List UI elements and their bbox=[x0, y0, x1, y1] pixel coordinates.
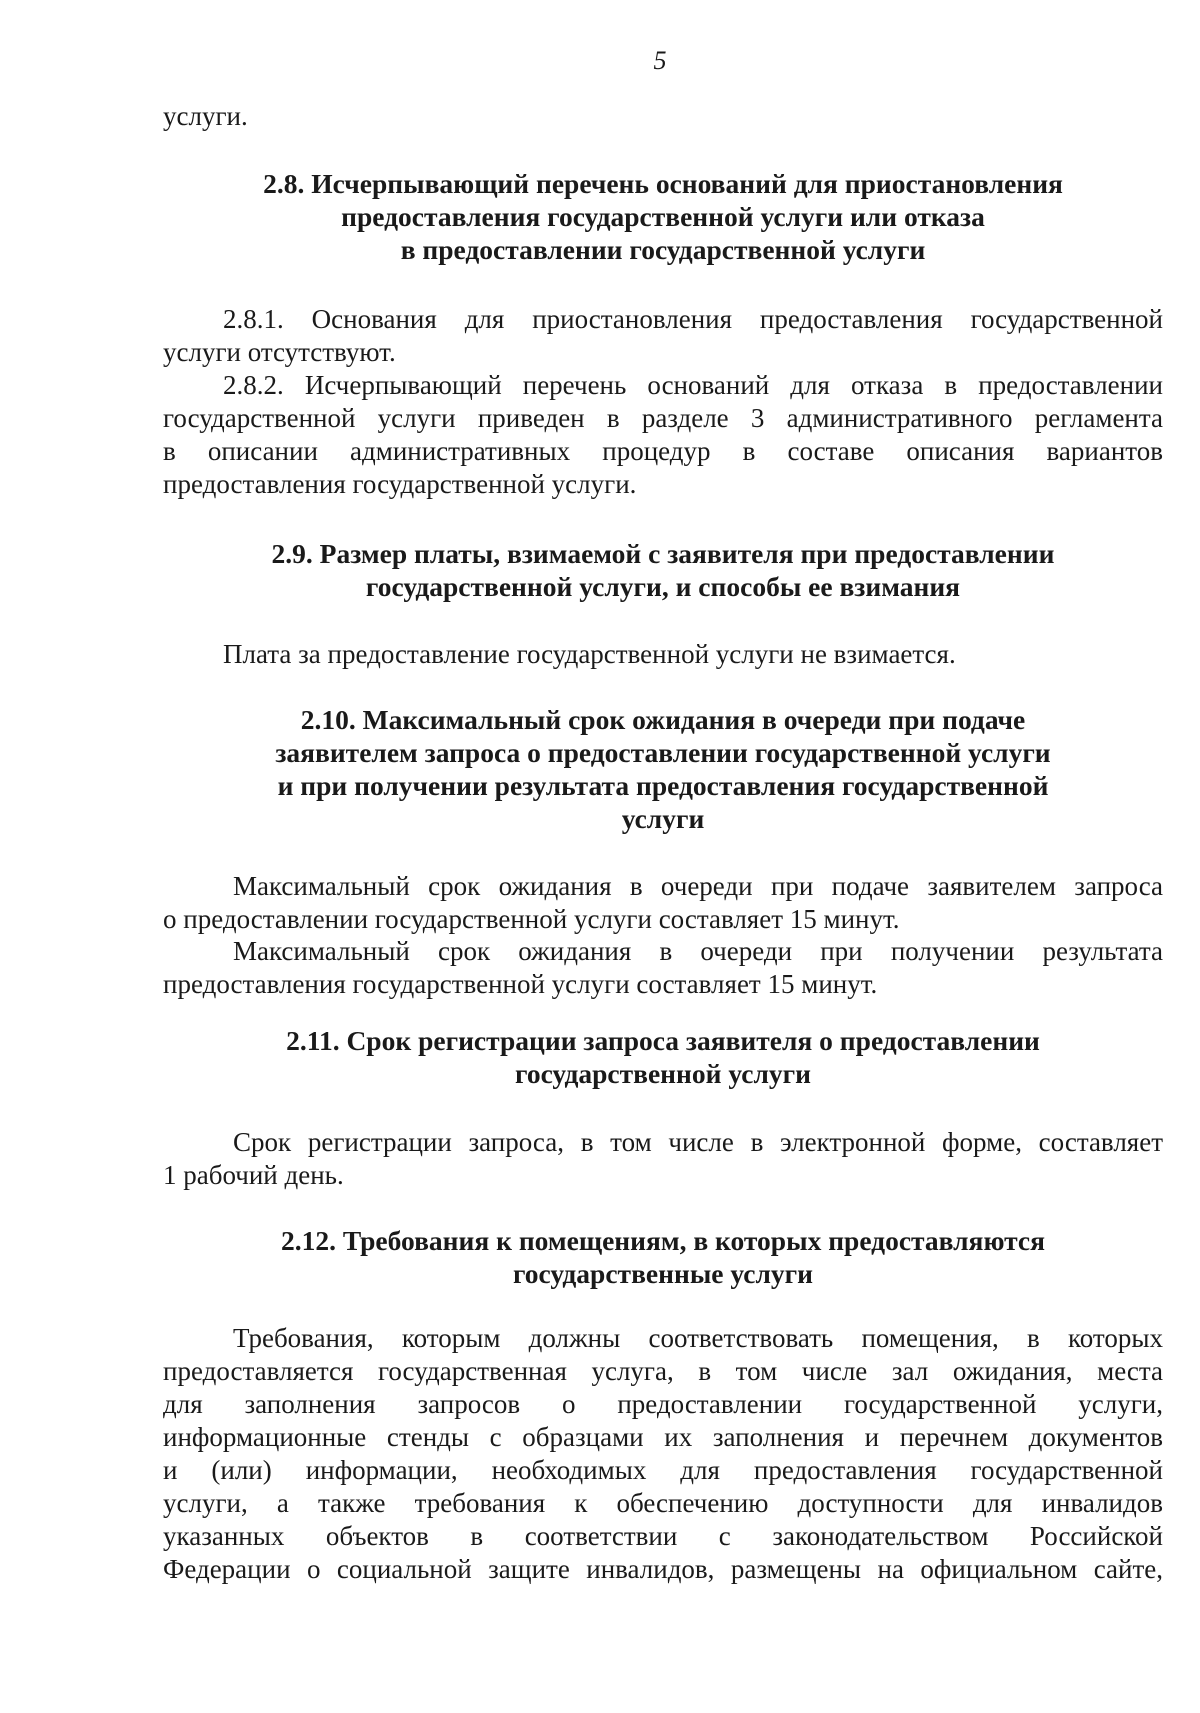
paragraph-line: о предоставлении государственной услуги составляет 15 минут. bbox=[163, 904, 900, 934]
paragraph-line: Плата за предоставление государственной услуги не взимается. bbox=[223, 639, 956, 669]
paragraph-line: и (или) информации, необходимых для предоставления государственной bbox=[163, 1455, 1163, 1485]
paragraph-line: информационные стенды с образцами их заполнения и перечнем документов bbox=[163, 1422, 1163, 1452]
heading-line: 2.11. Срок регистрации запроса заявителя о предоставлении bbox=[286, 1025, 1040, 1056]
paragraph-2-8-1 bbox=[163, 303, 1163, 369]
heading-line: 2.9. Размер платы, взимаемой с заявителя при предоставлении bbox=[271, 538, 1055, 569]
section-heading-2-12 bbox=[163, 1224, 1163, 1290]
page-number: 5 bbox=[653, 46, 667, 75]
paragraph-line: Срок регистрации запроса, в том числе в электронной форме, составляет bbox=[233, 1127, 1163, 1157]
heading-line: и при получении результата предоставления государственной bbox=[277, 770, 1049, 801]
paragraph-line: предоставляется государственная услуга, в том числе зал ожидания, места bbox=[163, 1356, 1163, 1386]
paragraph-line: Максимальный срок ожидания в очереди при получении результата bbox=[233, 936, 1163, 966]
heading-line: государственной услуги bbox=[515, 1058, 811, 1089]
heading-line: 2.8. Исчерпывающий перечень оснований для приостановления bbox=[263, 168, 1063, 199]
paragraph-line: предоставления государственной услуги составляет 15 минут. bbox=[163, 969, 878, 999]
carry-over-text: услуги. bbox=[163, 101, 248, 131]
paragraph-2-8-2 bbox=[163, 369, 1163, 501]
heading-line: заявителем запроса о предоставлении государственной услуги bbox=[275, 737, 1051, 768]
paragraph-line: Максимальный срок ожидания в очереди при подаче заявителем запроса bbox=[233, 871, 1163, 901]
section-heading-2-11 bbox=[163, 1024, 1163, 1090]
paragraph-2-10-2 bbox=[163, 935, 1163, 1001]
paragraph-line: 2.8.2. Исчерпывающий перечень оснований для отказа в предоставлении bbox=[223, 370, 1163, 400]
paragraph-line: предоставления государственной услуги. bbox=[163, 469, 637, 499]
heading-line: государственной услуги, и способы ее взимания bbox=[365, 571, 961, 602]
paragraph-2-9 bbox=[163, 638, 1163, 671]
paragraph-line: для заполнения запросов о предоставлении государственной услуги, bbox=[163, 1389, 1163, 1419]
heading-line: 2.10. Максимальный срок ожидания в очереди при подаче bbox=[300, 704, 1026, 735]
paragraph-2-10-1 bbox=[163, 870, 1163, 936]
paragraph-line: Требования, которым должны соответствовать помещения, в которых bbox=[233, 1323, 1163, 1353]
section-heading-2-10 bbox=[163, 703, 1163, 835]
paragraph-line: в описании административных процедур в составе описания вариантов bbox=[163, 436, 1163, 466]
heading-line: 2.12. Требования к помещениям, в которых предоставляются bbox=[280, 1225, 1046, 1256]
paragraph-line: государственной услуги приведен в разделе 3 административного регламента bbox=[163, 403, 1163, 433]
heading-line: услуги bbox=[621, 803, 705, 834]
paragraph-line: услуги, а также требования к обеспечению доступности для инвалидов bbox=[163, 1488, 1163, 1518]
paragraph-line: 2.8.1. Основания для приостановления предоставления государственной bbox=[223, 304, 1163, 334]
paragraph-line: указанных объектов в соответствии с законодательством Российской bbox=[163, 1521, 1163, 1551]
heading-line: в предоставлении государственной услуги bbox=[400, 234, 926, 265]
section-heading-2-8 bbox=[163, 167, 1163, 266]
paragraph-2-11 bbox=[163, 1126, 1163, 1192]
paragraph-line: 1 рабочий день. bbox=[163, 1160, 344, 1190]
section-heading-2-9 bbox=[163, 537, 1163, 603]
paragraph-2-12 bbox=[163, 1322, 1163, 1586]
paragraph-line: Федерации о социальной защите инвалидов, размещены на официальном сайте, bbox=[163, 1554, 1163, 1584]
heading-line: государственные услуги bbox=[512, 1258, 813, 1289]
heading-line: предоставления государственной услуги или отказа bbox=[341, 201, 985, 232]
paragraph-line: услуги отсутствуют. bbox=[163, 337, 396, 367]
